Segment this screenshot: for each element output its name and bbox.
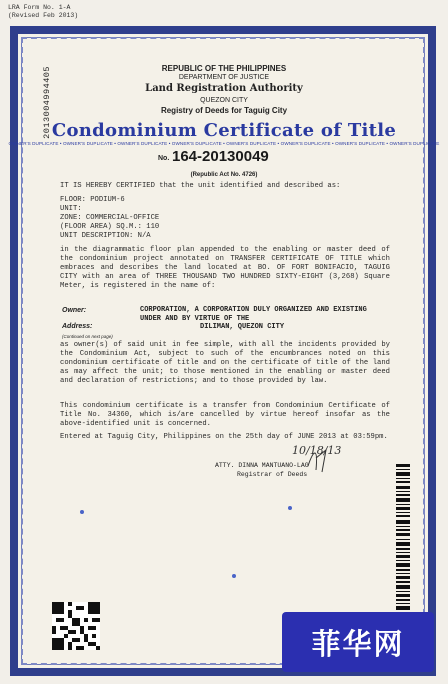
header-department: DEPARTMENT OF JUSTICE: [178, 74, 270, 81]
header-authority: Land Registration Authority: [145, 83, 303, 94]
form-number-label: LRA Form No. 1-A: [8, 4, 71, 11]
address-value: DILIMAN, QUEZON CITY: [200, 323, 285, 331]
certificate-number-label: No.: [158, 155, 170, 162]
header-republic: REPUBLIC OF THE PHILIPPINES: [161, 64, 287, 73]
handwritten-initials: 10/18/13: [292, 444, 342, 457]
watermark-text: 菲华网: [311, 629, 405, 661]
owner-value: CORPORATION, A CORPORATION DULY ORGANIZED AND EXISTING UNDER AND BY VIRTUE OF THE: [140, 306, 367, 323]
duplicate-band: OWNER'S DUPLICATE • OWNER'S DUPLICATE • OWNER'S DUPLICATE • OWNER'S DUPLICATE • OWNER'S DUPLICATE • OWNER'S DUPLICATE • OWNER'S DUPLICATE • OWNER'S DUPLICATE: [8, 141, 440, 146]
certified-line: IT IS HEREBY CERTIFIED that the unit identified and described as:: [60, 182, 341, 190]
decorative-dot: [80, 510, 84, 514]
form-number: [8, 4, 78, 20]
unit-field: UNIT:: [60, 205, 82, 213]
owner-label: Owner:: [62, 307, 87, 314]
registrar-name: ATTY. DINNA MANTUANO-LAG: [215, 462, 309, 469]
serial-number: 2013004994405: [42, 66, 52, 139]
decorative-dot: [232, 574, 236, 578]
form-revision: (Revised Feb 2013): [8, 12, 79, 19]
zone-field: ZONE: COMMERCIAL-OFFICE: [60, 214, 160, 222]
ownership-paragraph: as owner(s) of said unit in fee simple, with all the incidents provided by the Condominium Act, subject to such of the encumbrances noted on this condominium certificate of title and on the certificate of title of the land as may affect the unit; to those mentioned in the enabling or master deed and declaration of restrictions; and to those provided by law.: [60, 341, 390, 385]
floor-field: FLOOR: PODIUM-6: [60, 196, 125, 204]
signature-scribble: [306, 444, 346, 474]
barcode: [396, 464, 410, 614]
registrar-role: Registrar of Deeds: [237, 471, 308, 478]
watermark-logo: [282, 612, 434, 672]
republic-act: (Republic Act No. 4726): [190, 172, 258, 178]
header-city: QUEZON CITY: [200, 97, 248, 104]
certificate-number: 164-20130049: [172, 148, 269, 165]
header-registry: Registry of Deeds for Taguig City: [160, 106, 288, 115]
floor-area-field: (FLOOR AREA) SQ.M.: 110: [60, 223, 160, 231]
qr-code: [52, 602, 100, 650]
continued-note: (Continued on next page): [62, 334, 113, 339]
land-description-paragraph: in the diagrammatic floor plan appended to the enabling or master deed of the condominium project annotated on TRANSFER CERTIFICATE OF TITLE which embraces and describes the land located at BO. OF FORT BONIFACIO, TAGUIG CITY with an area of THREE THOUSAND TWO HUNDRED SIXTY-EIGHT (3,268) Square Meter, is registered in the name of:: [60, 246, 390, 290]
decorative-dot: [288, 506, 292, 510]
transfer-paragraph: This condominium certificate is a transfer from Condominium Certificate of Title No. 34360, which is/are cancelled by virtue hereof insofar as the above-identified unit is concerned.: [60, 402, 390, 428]
unit-description-field: UNIT DESCRIPTION: N/A: [60, 232, 151, 240]
address-label: Address:: [62, 323, 93, 330]
entry-paragraph: Entered at Taguig City, Philippines on the 25th day of JUNE 2013 at 03:59pm.: [60, 433, 388, 441]
certificate-title: Condominium Certificate of Title: [51, 120, 397, 141]
